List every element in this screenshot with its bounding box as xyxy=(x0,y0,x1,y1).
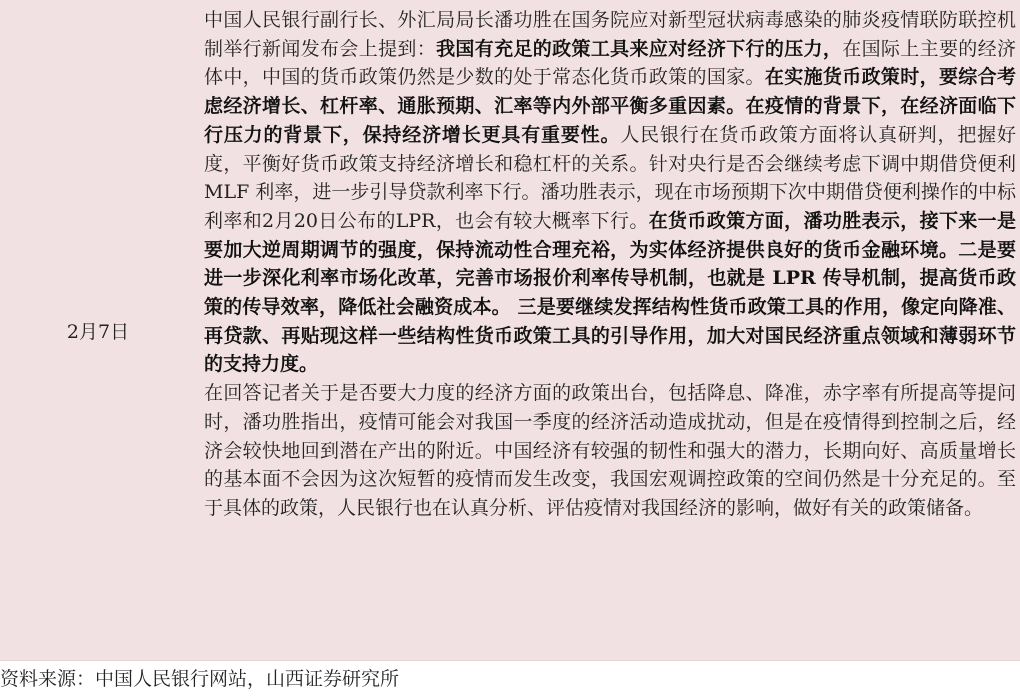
source-note: 资料来源：中国人民银行网站，山西证券研究所 xyxy=(0,668,400,690)
emphasized-text-segment: 在实施货币政策时，要综合考虑经济增长、杠杆率、通胀预期、汇率等内外部平衡多重因素。在疫情的背景下，在经济面临下行压力的背景下，保持经济增长更具有重要性。 xyxy=(204,66,1016,146)
text-segment: 人民银行在货币政策方面将认真研判，把握好度，平衡好货币政策支持经济增长和稳杠杆的关系。针对央行是否会继续考虑下调中期借贷便利 MLF 利率，进一步引导贷款利率下行。潘功胜表示，现在市场预期下次中期借贷便利操作的中标利率和2月20日公布的LPR，也会有较大概率下行。 xyxy=(204,123,1016,232)
text-segment: 在国际上主要的经济体中，中国的货币政策仍然是少数的处于常态化货币政策的国家。 xyxy=(204,37,1016,89)
table-bottom-border xyxy=(0,660,1020,661)
paragraph-press-answer: 在回答记者关于是否要大力度的经济方面的政策出台，包括降息、降准，赤字率有所提高等提问时，潘功胜指出，疫情可能会对我国一季度的经济活动造成扰动，但是在疫情得到控制之后，经济会较快地回到潜在产出的附近。中国经济有较强的韧性和强大的潜力，长期向好、高质量增长的基本面不会因为这次短暂的疫情而发生改变，我国宏观调控政策的空间仍然是十分充足的。至于具体的政策，人民银行也在认真分析、评估疫情对我国经济的影响，做好有关的政策储备。 xyxy=(204,382,1016,519)
text-segment: 中国人民银行副行长、外汇局局长潘功胜在国务院应对新型冠状病毒感染的肺炎疫情联防联控机制举行新闻发布会上提到： xyxy=(204,9,1016,60)
emphasized-text-segment: 在货币政策方面，潘功胜表示，接下来一是要加大逆周期调节的强度，保持流动性合理充裕，为实体经济提供良好的货币金融环境。二是要进一步深化利率市场化改革，完善市场报价利率传导机制，也就是 LPR 传导机制，提高货币政策的传导效率，降低社会融资成本。 三是要继续发挥结构性货币政策工具的作用，像定向降准、再贷款、再贴现这样一些结构性货币政策工具的引导作用，加大对国民经济重点领域和薄弱环节的支持力度。 xyxy=(204,209,1016,376)
date-cell: 2月7日 xyxy=(66,320,130,343)
content-cell xyxy=(204,0,1016,660)
paragraph-policy-statement xyxy=(204,6,1016,379)
emphasized-text-segment: 我国有充足的政策工具来应对经济下行的压力， xyxy=(436,37,843,60)
